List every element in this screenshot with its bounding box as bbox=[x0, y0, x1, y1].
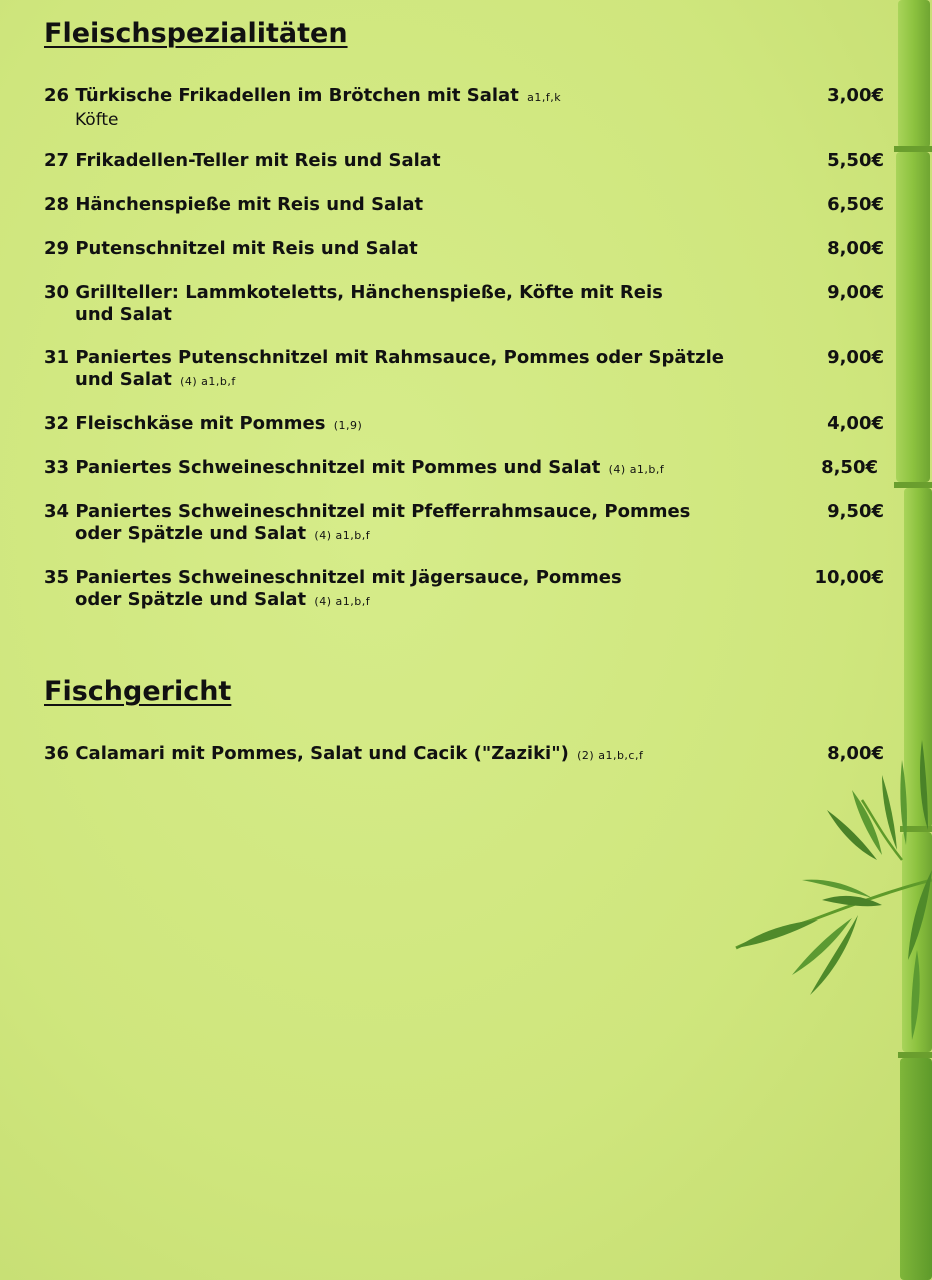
item-name-continued: und Salat bbox=[75, 369, 172, 390]
section-title-fischgericht: Fischgericht bbox=[44, 676, 232, 707]
item-number: 30 bbox=[44, 282, 70, 303]
item-name-continued: und Salat bbox=[75, 304, 172, 325]
item-name: Grillteller: Lammkoteletts, Hänchenspieße, Köfte mit Reis bbox=[75, 282, 663, 303]
item-number: 28 bbox=[44, 194, 70, 215]
item-number: 36 bbox=[44, 743, 70, 764]
item-allergens: a1,f,k bbox=[527, 91, 562, 104]
item-name-continued: oder Spätzle und Salat bbox=[75, 589, 307, 610]
item-name: Paniertes Schweineschnitzel mit Pommes und Salat bbox=[75, 457, 601, 478]
item-number: 31 bbox=[44, 347, 70, 368]
bamboo-decoration bbox=[732, 0, 932, 1280]
item-name: Paniertes Schweineschnitzel mit Pfefferrahmsauce, Pommes bbox=[75, 501, 691, 522]
item-price: 8,00€ bbox=[827, 743, 884, 764]
item-number: 35 bbox=[44, 567, 70, 588]
item-price: 9,00€ bbox=[827, 282, 884, 303]
item-allergens: (4) a1,b,f bbox=[608, 463, 665, 476]
item-number: 34 bbox=[44, 501, 70, 522]
item-name: Türkische Frikadellen im Brötchen mit Salat bbox=[75, 85, 519, 106]
item-price: 8,00€ bbox=[827, 238, 884, 259]
item-allergens: (4) a1,b,f bbox=[314, 595, 371, 608]
section-title-fleischspezialitaeten: Fleischspezialitäten bbox=[44, 18, 348, 49]
item-price: 8,50€ bbox=[821, 457, 878, 478]
item-number: 33 bbox=[44, 457, 70, 478]
item-allergens: (2) a1,b,c,f bbox=[577, 749, 644, 762]
item-price: 9,50€ bbox=[827, 501, 884, 522]
item-number: 32 bbox=[44, 413, 70, 434]
item-number: 27 bbox=[44, 150, 70, 171]
item-price: 5,50€ bbox=[827, 150, 884, 171]
item-allergens: (4) a1,b,f bbox=[314, 529, 371, 542]
item-name: Hänchenspieße mit Reis und Salat bbox=[75, 194, 424, 215]
item-name: Putenschnitzel mit Reis und Salat bbox=[75, 238, 418, 259]
item-name: Paniertes Schweineschnitzel mit Jägersauce, Pommes bbox=[75, 567, 622, 588]
item-name: Paniertes Putenschnitzel mit Rahmsauce, Pommes oder Spätzle bbox=[75, 347, 724, 368]
item-number: 29 bbox=[44, 238, 70, 259]
item-price: 3,00€ bbox=[827, 85, 884, 106]
item-allergens: (4) a1,b,f bbox=[180, 375, 236, 388]
item-name: Calamari mit Pommes, Salat und Cacik ("Zaziki") bbox=[75, 743, 569, 764]
item-price: 10,00€ bbox=[814, 567, 884, 588]
item-subtitle: Köfte bbox=[75, 110, 119, 130]
item-price: 4,00€ bbox=[827, 413, 884, 434]
item-name-continued: oder Spätzle und Salat bbox=[75, 523, 307, 544]
item-number: 26 bbox=[44, 85, 70, 106]
item-name: Frikadellen-Teller mit Reis und Salat bbox=[75, 150, 441, 171]
item-allergens: (1,9) bbox=[333, 419, 363, 432]
item-name: Fleischkäse mit Pommes bbox=[75, 413, 326, 434]
item-price: 6,50€ bbox=[827, 194, 884, 215]
item-price: 9,00€ bbox=[827, 347, 884, 368]
